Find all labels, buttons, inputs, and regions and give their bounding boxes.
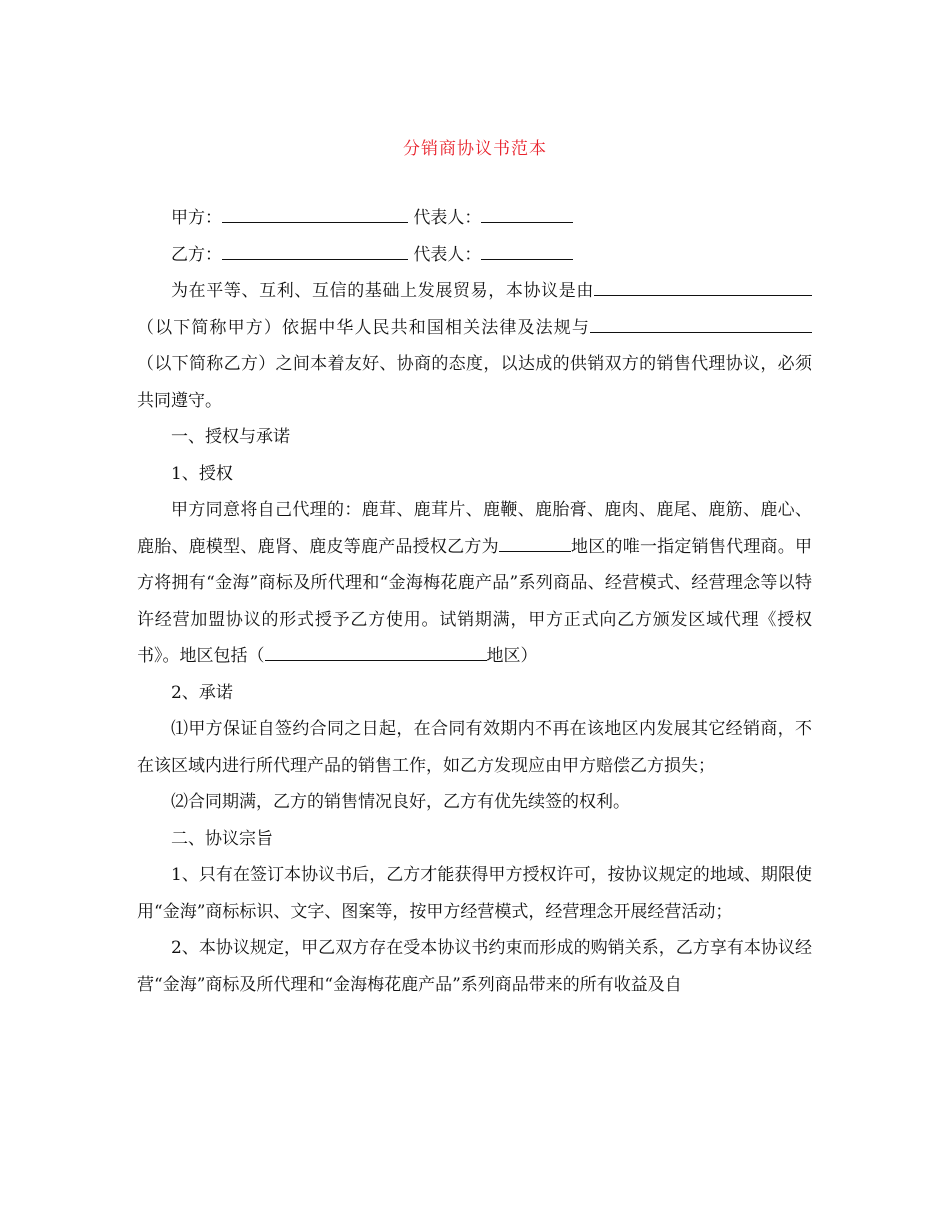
section-1-heading: 一、授权与承诺	[171, 427, 290, 447]
intro-part-3: （以下简称乙方）之间本着友好、协商的态度，以达成的供销双方的销售代理协议，必须共同遵守。	[137, 354, 812, 411]
intro-part-1: 为在平等、互利、互信的基础上发展贸易，本协议是由	[171, 281, 594, 301]
document-body	[137, 200, 812, 1003]
party-b-blank	[222, 242, 408, 260]
party-b-label: 乙方：	[171, 244, 222, 265]
intro-blank-party-b	[590, 315, 754, 333]
purpose-2-paragraph: 2、本协议规定，甲乙双方存在受本协议书约束而形成的购销关系，乙方享有本协议经营“金海”商标及所代理和“金海梅花鹿产品”系列商品带来的所有收益及自	[137, 938, 812, 995]
party-a-label: 甲方：	[171, 208, 222, 228]
party-b-line	[137, 237, 812, 274]
subsection-promise-heading: 2、承诺	[171, 682, 233, 703]
intro-part-2: （以下简称甲方）依据中华人民共和国相关法律及法规与	[137, 317, 590, 338]
intro-paragraph	[137, 273, 812, 419]
authorization-area-blank	[499, 534, 571, 552]
authorization-part-3: 地区）	[486, 646, 538, 666]
promise-1-paragraph: ⑴甲方保证自签约合同之日起，在合同有效期内不再在该地区内发展其它经销商，不在该区域内进行所代理产品的销售工作，如乙方发现应由甲方赔偿乙方损失；	[137, 719, 812, 776]
promise-2-paragraph: ⑵合同期满，乙方的销售情况良好，乙方有优先续签的权利。	[171, 792, 630, 812]
party-a-blank	[222, 205, 408, 223]
document-title: 分销商协议书范本	[403, 139, 547, 159]
authorization-region-blank	[265, 643, 487, 661]
intro-blank-party-b-cont	[754, 315, 812, 333]
section-2-heading: 二、协议宗旨	[171, 828, 273, 849]
party-b-representative-label: 代表人：	[413, 244, 482, 265]
authorization-paragraph	[137, 492, 812, 675]
purpose-1-paragraph: 1、只有在签订本协议书后，乙方才能获得甲方授权许可，按协议规定的地域、期限使用“金海”商标标识、文字、图案等，按甲方经营模式，经营理念开展经营活动；	[137, 865, 812, 922]
intro-blank-party-a	[594, 278, 780, 296]
subsection-authorization-heading: 1、授权	[171, 463, 233, 484]
authorization-part-1: 甲方同意将自己代理的：鹿茸、鹿茸片、鹿鞭、鹿胎膏、鹿肉、鹿尾、鹿筋、鹿心、鹿胎、鹿模型、鹿肾、鹿皮等鹿产品授权乙方为	[137, 500, 812, 557]
party-a-representative-label: 代表人：	[413, 208, 482, 228]
party-b-representative-blank	[481, 242, 573, 260]
authorization-part-2: 地区的唯一指定销售代理商。甲方将拥有“金海”商标及所代理和“金海梅花鹿产品”系列商品、经营模式、经营理念等以特许经营加盟协议的形式授予乙方使用。试销期满，甲方正式向乙方颁发区域代理《授权书》。地区包括（	[137, 536, 813, 666]
party-a-line	[137, 200, 812, 237]
party-a-representative-blank	[481, 205, 573, 223]
intro-blank-party-a-cont	[780, 278, 812, 296]
